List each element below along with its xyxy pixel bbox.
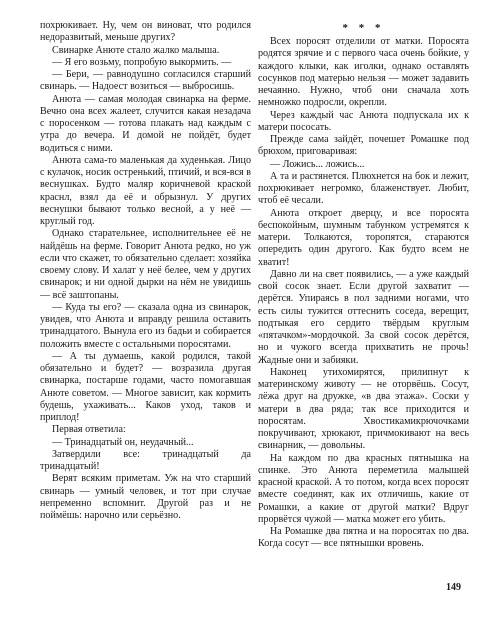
paragraph: похрюкивает. Ну, чем он виноват, что родился недоразвитый, меньше других? — [40, 20, 251, 44]
paragraph: Затвердили все: тринадцатый да тринадцатый! — [40, 448, 251, 472]
paragraph: — Ложись... ложись... — [270, 158, 365, 170]
paragraph: Анюта сама-то маленькая да худенькая. Лицо с кулачок, носик остренький, птичий, и вся-вся в веснушках. Будто маляр коричневой краской краснл, взял да её и обрызнул. У других веснушки бывают только весной, а у неё — круглый год. — [40, 154, 251, 227]
right-text-column — [258, 36, 469, 551]
left-text-column — [40, 20, 251, 522]
paragraph: Верят всяким приметам. Уж на что старший свинарь — умный человек, и тот при случае непременно вспомнит. Другой раз и не поймёшь: нарочно или серьёзно. — [40, 473, 251, 521]
paragraph: Первая ответила: — [52, 424, 126, 436]
paragraph: Давно ли на свет появились, — а уже каждый свой сосок знает. Если другой захватит — дерётся. Упираясь в пол задними ногами, что есть силы тужится оттеснить соседа, верещит, подтыкая его сердито твёрдым круглым «пятачком»-мордочкой. За свой сосок дерётся, но и чужого всегда прихватить не прочь! Жадные они и забияки. — [258, 268, 469, 366]
paragraph: — Тринадцатый он, неудачный... — [52, 436, 194, 448]
paragraph: — А ты думаешь, какой родился, такой обязательно и будет? — возразила другая свинарка, постарше годами, часто помогавшая Анюте советом. — Многое зависит, как кормить будешь, ухаживать... Каков уход, таков и приплод! — [40, 350, 251, 423]
page-number: 149 — [446, 582, 461, 593]
paragraph: — Я его возьму, попробую выкормить. — — [52, 56, 232, 68]
paragraph: Свинарке Анюте стало жалко малыша. — [52, 44, 220, 56]
paragraph: Прежде сама зайдёт, почешет Ромашке под брюхом, приговаривая: — [258, 134, 469, 158]
paragraph: А та и растянется. Плюхнется на бок и лежит, похрюкивает негромко, блаженствует. Любит, чтоб её чесали. — [258, 170, 469, 207]
paragraph: Анюта — самая молодая свинарка на ферме. Вечно она всех жалеет, случится какая незадача с поросенком — готова плакать над каждым с утра до вечера. И домой не пойдёт, будет водиться с ними. — [40, 93, 251, 154]
paragraph: Всех поросят отделили от матки. Поросята родятся зрячие и с первого часа очень бойкие, у каждого клыки, как иголки, однако оставлять сосунков под матерью нельзя — может задавить нечаянно. Нужно, чтоб они сначала хоть немножко подросли, окрепли. — [258, 36, 469, 109]
paragraph: На Ромашке два пятна и на поросятах по два. Когда сосут — все пятнышки вровень. — [258, 526, 469, 550]
paragraph: Однако старательнее, исполнительнее её не найдёшь на ферме. Говорит Анюта редко, но уж если что скажет, то обязательно сделает: хозяйка своему слову. И халат у неё белее, чем у других свинарок; и ни одной дырки на нём не увидишь — всё заштопаны. — [40, 228, 251, 301]
paragraph: Наконец утихомирятся, прилипнут к материнскому животу — не оторвёшь. Сосут, лёжа друг на дружке, «в два этажа». Соски у матери в два ряда; так все приходится и поросятам. Хвостикамикрючочками покручивают, хрюкают, причмокивают на весь свинарник, — довольны. — [258, 366, 469, 452]
paragraph: Анюта откроет дверцу, и все поросята беспокойным, шумным табунком устремятся к матери. Толкаются, торопятся, стараются опередить один другого. Как будто всем не хватит! — [258, 207, 469, 268]
paragraph: — Бери, — равнодушно согласился старший свинарь. — Надоест возиться — выбросишь. — [40, 69, 251, 93]
paragraph: На каждом по два красных пятнышка на спинке. Это Анюта переметила малышей красной краской. А то потом, когда всех поросят вместе соединят, как их отличишь, какие от Ромашки, а какие от другой матки? Вдруг прорвётся чужой — матка может его убить. — [258, 452, 469, 525]
paragraph: — Куда ты его? — сказала одна из свинарок, увидев, что Анюта и вправду решила оставить тринадцатого. Вынула его из бадьи и собирается положить вместе с остальными поросятами. — [40, 301, 251, 350]
section-separator: * * * — [342, 22, 385, 34]
paragraph: Через каждый час Анюта подпускала их к матери пососать. — [258, 109, 469, 133]
